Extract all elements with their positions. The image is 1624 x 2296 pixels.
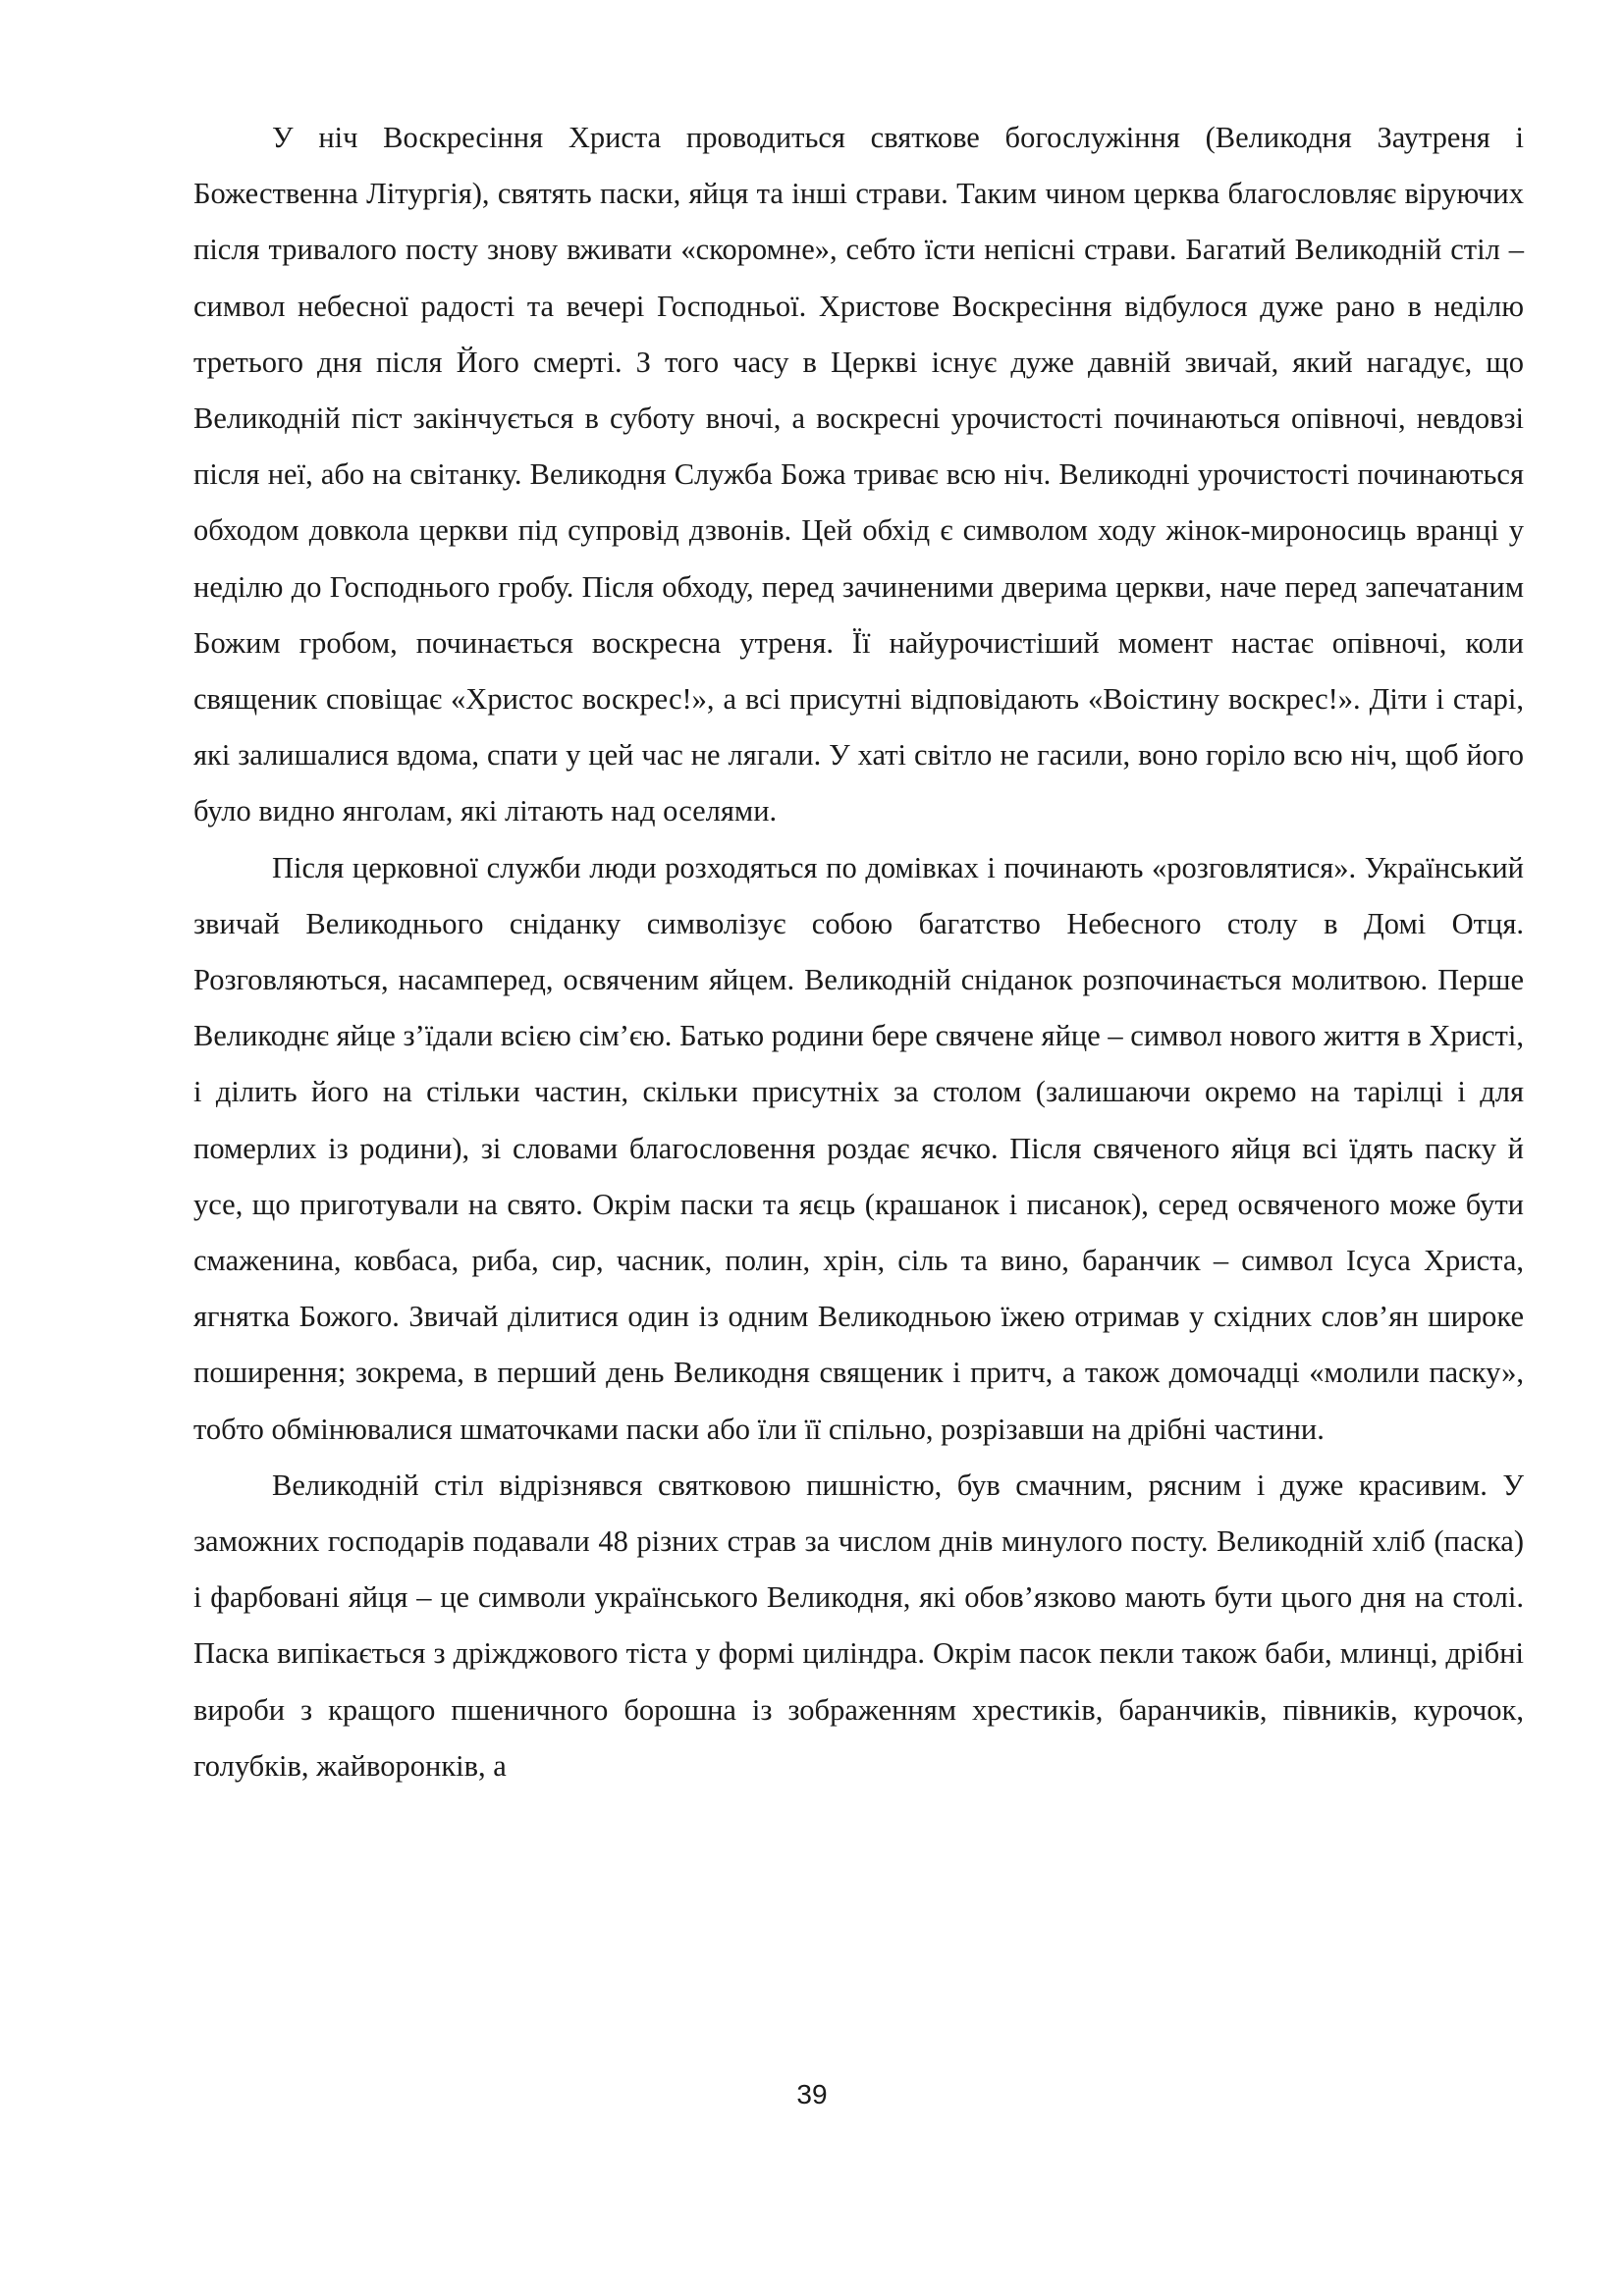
paragraph-3: Великодній стіл відрізнявся святковою пишністю, був смачним, рясним і дуже красивим. У заможних господарів подавали 48 різних страв за числом днів минулого посту. Великодній хліб (паска) і фарбовані яйця – це символи українського Великодня, які обов’язково мають бути цього дня на столі. Паска випікається з дріжджового тіста у формі циліндра. Окрім пасок пекли також баби, млинці, дрібні вироби з кращого пшеничного борошна із зображенням хрестиків, баранчиків, півників, курочок, голубків, жайворонків, а <box>193 1468 1524 1783</box>
paragraph-1: У ніч Воскресіння Христа проводиться святкове богослужіння (Великодня Заутреня і Божественна Літургія), святять паски, яйця та інші страви. Таким чином церква благословляє віруючих після тривалого посту знову вживати «скоромне», себто їсти непісні страви. Багатий Великодній стіл – символ небесної радості та вечері Господньої. Христове Воскресіння відбулося дуже рано в неділю третього дня після Його смерті. З того часу в Церкві існує дуже давній звичай, який нагадує, що Великодній піст закінчується в суботу вночі, а воскресні урочистості починаються опівночі, невдовзі після неї, або на світанку. Великодня Служба Божа триває всю ніч. Великодні урочистості починаються обходом довкола церкви під супровід дзвонів. Цей обхід є символом ходу жінок-мироносиць вранці у неділю до Господнього гробу. Після обходу, перед зачиненими дверима церкви, наче перед запечатаним Божим гробом, починається воскресна утреня. Її найурочистіший момент настає опівночі, коли священик сповіщає «Христос воскрес!», а всі присутні відповідають «Воістину воскрес!». Діти і старі, які залишалися вдома, спати у цей час не лягали. У хаті світло не гасили, воно горіло всю ніч, щоб його було видно янголам, які літають над оселями. <box>193 121 1524 828</box>
page-number: 39 <box>796 2079 828 2109</box>
body-text <box>193 110 1524 1794</box>
paragraph-2: Після церковної служби люди розходяться по домівках і починають «розговлятися». Український звичай Великоднього сніданку символізує собою багатство Небесного столу в Домі Отця. Розговляються, насамперед, освяченим яйцем. Великодній сніданок розпочинається молитвою. Перше Великоднє яйце з’їдали всією сім’єю. Батько родини бере свячене яйце – символ нового життя в Христі, і ділить його на стільки частин, скільки присутніх за столом (залишаючи окремо на тарілці і для померлих із родини), зі словами благословення роздає яєчко. Після свяченого яйця всі їдять паску й усе, що приготували на свято. Окрім паски та яєць (крашанок і писанок), серед освяченого може бути смаженина, ковбаса, риба, сир, часник, полин, хрін, сіль та вино, баранчик – символ Ісуса Христа, ягнятка Божого. Звичай ділитися один із одним Великодньою їжею отримав у східних слов’ян широке поширення; зокрема, в перший день Великодня священик і притч, а також домочадці «молили паску», тобто обмінювалися шматочками паски або їли її спільно, розрізавши на дрібні частини. <box>193 850 1524 1446</box>
